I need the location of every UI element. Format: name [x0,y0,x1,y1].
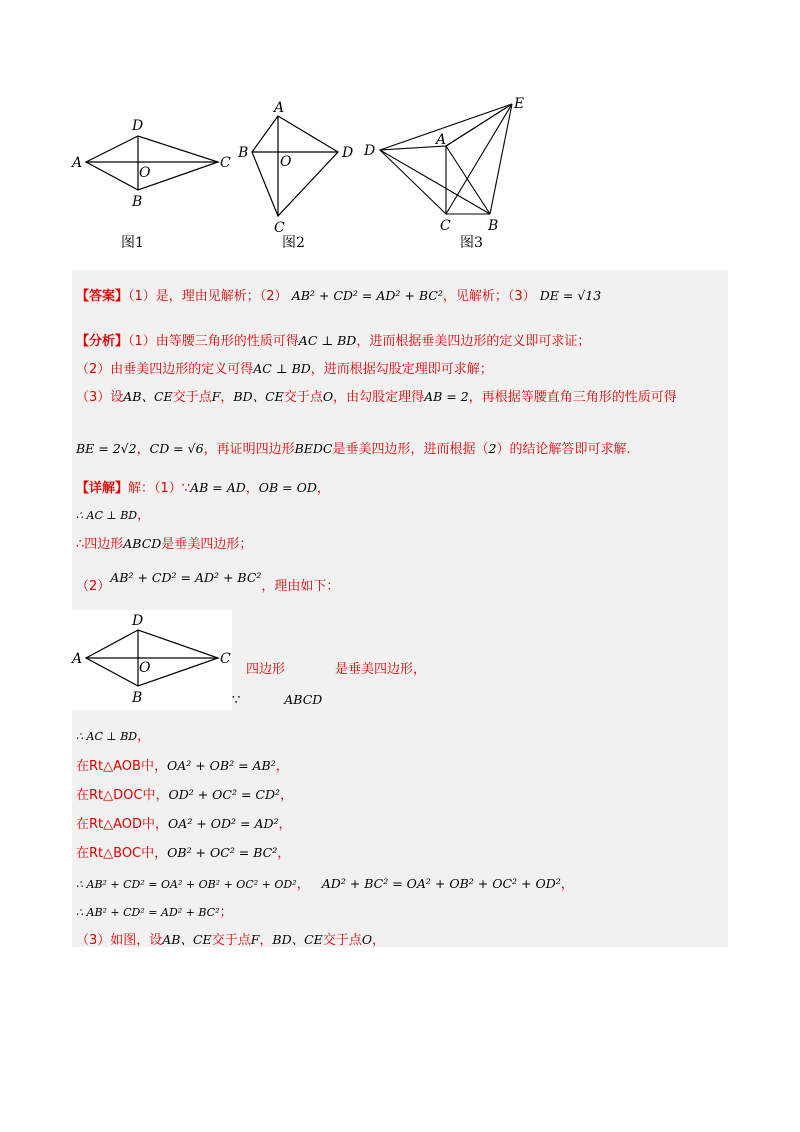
figure-3-caption: 图3 [460,235,483,251]
analysis-line-4 [76,438,631,457]
detail-text: ， [259,933,273,948]
math-expr: ∴ AB² + CD² = AD² + BC² [76,906,220,919]
detail-line-s3 [76,929,385,948]
math-expr: AB = AD [190,480,246,495]
detail-line-6 [76,725,150,744]
fig1-label-b: B [132,194,143,210]
fig3-label-b: B [488,218,499,234]
answer-text-2: ，见解析；（3） [442,289,536,304]
fig3-label-a: A [436,132,447,148]
math-expr: AB = 2 [424,389,469,404]
math-expr: ABCD [284,692,323,707]
detail-text: 在Rt△BOC中， [76,846,168,861]
analysis-text: （3）设 [76,390,124,405]
fig2-label-a: A [274,100,285,116]
analysis-text: 是垂美四边形，进而根据（ [332,442,489,457]
detail-text: 交于点 [322,933,362,948]
fig1-label-d: D [132,118,144,134]
fig2-label-d: D [342,145,354,161]
math-expr: OB² + OC² = BC² [167,845,278,860]
fig3-label-e: E [514,96,525,112]
answer-eq-1: AB² + CD² = AD² + BC² [291,288,443,303]
detail-fig-label-b: B [132,690,143,706]
math-expr: OB = OD [258,480,317,495]
fig1-label-c: C [220,155,231,171]
math-expr: 2 [488,441,497,456]
analysis-text: ， [220,390,234,405]
figure-1-rhombus [68,108,238,218]
detail-figure-rhombus [68,608,241,712]
analysis-line-3 [76,386,677,405]
math-expr: OA² + OB² = AB² [166,758,276,773]
analysis-tag: 【分析】 [76,334,129,349]
math-expr: OA² + OD² = AD² [168,816,279,831]
math-expr: BEDC [294,441,333,456]
detail-text: 解：（1）∵ [128,481,191,496]
detail-text: ； [219,905,233,920]
analysis-text: ，再证明四边形 [203,442,295,457]
detail-line-4 [76,570,340,594]
answer-tag: 【答案】 [76,289,129,304]
detail-fig-label-c: C [220,651,231,667]
detail-line-r2 [76,784,293,803]
detail-line-5b [232,692,322,708]
analysis-text: ，进而根据垂美四边形的定义即可求证； [356,334,591,349]
figure-1-caption: 图1 [121,235,144,251]
detail-text: ， [316,481,330,496]
math-expr: O [361,932,373,947]
math-expr: ∴ AC ⊥ BD [76,509,138,522]
math-expr: BD、CE [272,932,323,947]
detail-text: ， [275,759,289,774]
detail-text: （3）如图，设 [76,933,163,948]
math-expr: F [250,932,260,947]
detail-text: 在Rt△DOC中， [76,788,169,803]
figure-2-caption: 图2 [282,235,305,251]
detail-text: 在Rt△AOD中， [76,817,169,832]
fig1-label-o: O [139,165,151,181]
fig2-label-b: B [238,145,249,161]
detail-text: ， [245,481,259,496]
detail-fig-label-a: A [72,651,83,667]
answer-line [76,285,601,304]
detail-text: 是垂美四边形， [335,662,427,677]
math-expr: AC ⊥ BD [298,333,357,348]
detail-fig-label-d: D [132,613,144,629]
detail-fig-label-o: O [139,660,151,676]
analysis-text: （2）由垂美四边形的定义可得 [76,362,254,377]
answer-eq-2: DE = √13 [539,288,602,303]
math-expr: ∴ AC ⊥ BD [76,730,138,743]
analysis-text: ）的结论解答即可求解. [496,442,631,457]
math-expr: AB、CE [123,389,173,404]
detail-line-r1 [76,755,289,774]
analysis-text: ，再根据等腰直角三角形的性质可得 [468,390,677,405]
detail-line-s2 [76,901,233,920]
analysis-line-2 [76,358,493,377]
because-symbol: ∵ [232,693,241,708]
math-expr: AB、CE [162,932,212,947]
math-expr: BE = 2√2 [76,441,137,456]
detail-line-r4 [76,842,290,861]
detail-line-s1 [76,873,574,892]
math-expr: AD² + BC² = OA² + OB² + OC² + OD² [321,876,561,891]
detail-text: ， [372,933,386,948]
detail-text: 在Rt△AOB中， [76,759,167,774]
math-expr: CD = √6 [149,441,204,456]
math-expr: BD、CE [233,389,284,404]
detail-line-1 [76,477,330,496]
detail-text: 是垂美四边形； [161,537,253,552]
detail-line-5 [246,658,426,677]
fig2-label-c: C [274,220,285,236]
fig1-label-a: A [72,155,83,171]
detail-text: ， [277,846,291,861]
detail-text: ， [280,788,294,803]
detail-text: ， [137,729,151,744]
analysis-text: ，由勾股定理得 [333,390,425,405]
analysis-text: ， [136,442,150,457]
math-expr: ∴ AB² + CD² = OA² + OB² + OC² + OD² [76,878,297,891]
math-expr: OD² + OC² = CD² [168,787,280,802]
detail-line-3 [76,533,252,552]
fig3-label-d: D [364,143,376,159]
math-expr: AC ⊥ BD [253,361,311,376]
detail-text: （2） [76,579,111,594]
math-expr: ABCD [123,536,162,551]
detail-text: ∴四边形 [76,537,124,552]
detail-line-r3 [76,813,292,832]
detail-text: 四边形 [246,662,286,677]
analysis-text: （1）由等腰三角形的性质可得 [128,334,299,349]
math-expr: O [322,389,334,404]
detail-text: ， [296,877,310,892]
analysis-text: ，进而根据勾股定理即可求解； [310,362,493,377]
detail-text: ， [137,508,151,523]
detail-text: ， [278,817,292,832]
fig3-label-c: C [440,218,451,234]
detail-text: ， [560,877,574,892]
analysis-text: 交于点 [283,390,323,405]
detail-line-2 [76,504,150,523]
detail-text: 交于点 [211,933,251,948]
analysis-line-1 [76,330,590,349]
math-expr: F [211,389,221,404]
analysis-text: 交于点 [172,390,212,405]
answer-text-1: （1）是，理由见解析；（2） [128,289,288,304]
detail-tag: 【详解】 [76,481,129,496]
figure-3-construction [360,94,530,234]
math-expr: AB² + CD² = AD² + BC² [110,570,262,585]
fig2-label-o: O [280,154,292,170]
figure-2-kite [234,98,364,238]
detail-text: ，理由如下： [261,579,340,594]
